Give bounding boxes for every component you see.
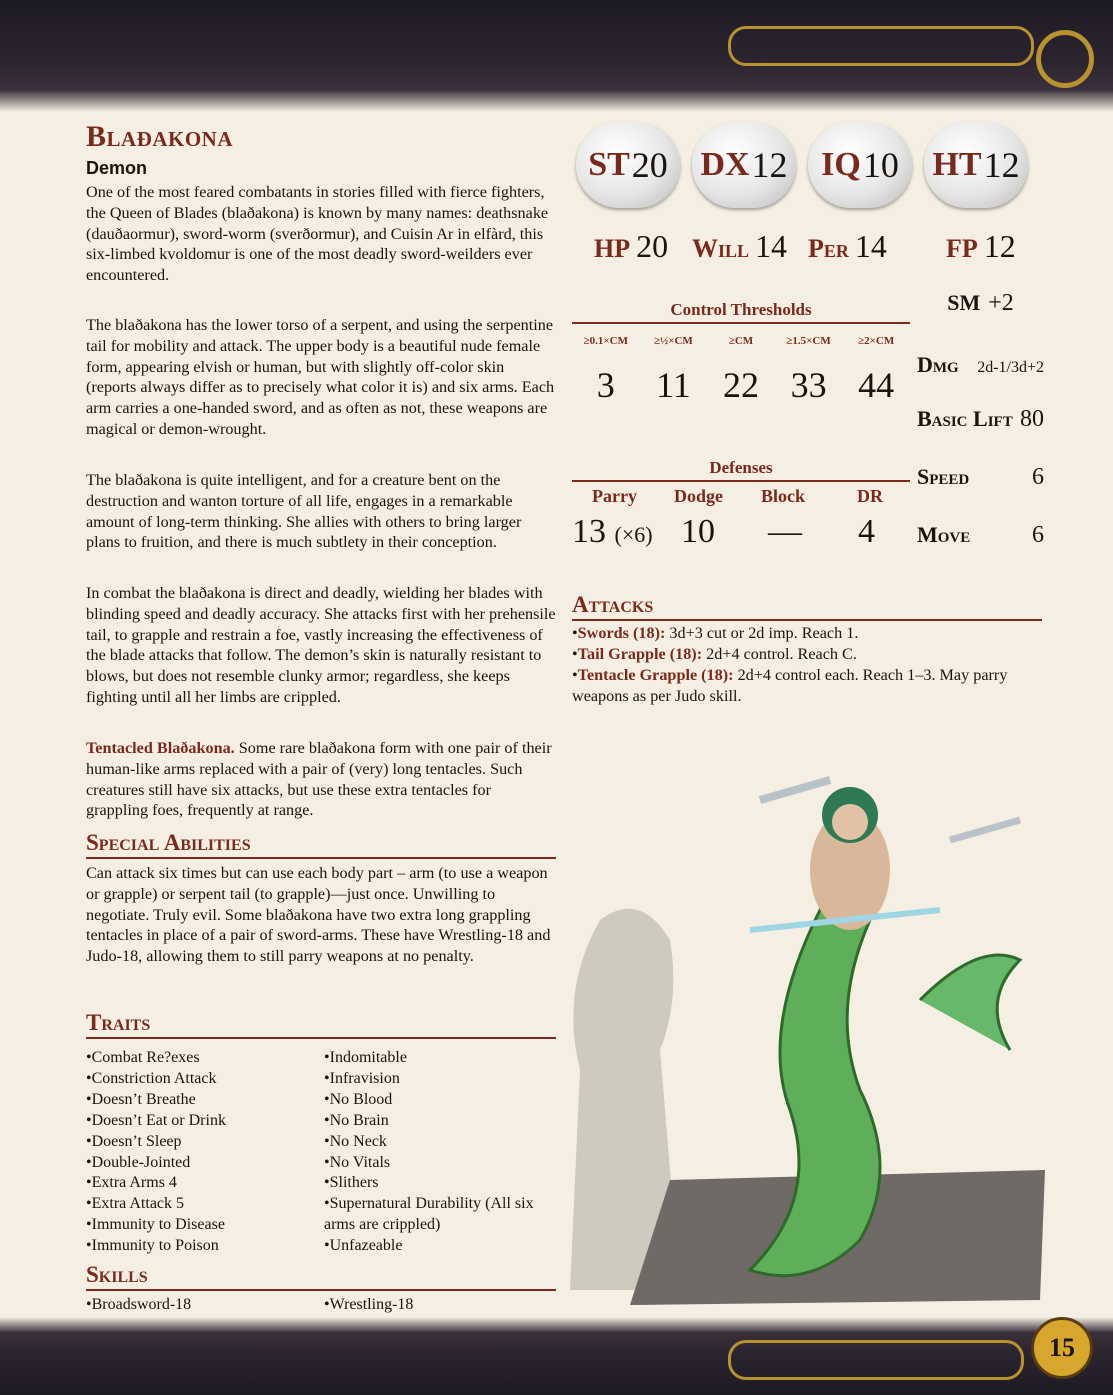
ring-ornament-top [1036,30,1094,88]
skills-heading: Skills [86,1262,556,1291]
block-value: — [768,513,802,550]
attack-item: •Swords (18): 3d+3 cut or 2d imp. Reach 1. [572,624,859,642]
traits-heading: Traits [86,1010,556,1039]
face [832,804,868,840]
trait-item: • Immunity to Poison [86,1236,324,1257]
tentacle [920,955,1020,1050]
skill-item: • Broadsword-18 [86,1295,324,1316]
stat-move: Move 6 [917,522,1044,548]
attacks-heading: Attacks [572,592,1042,621]
creature-name: Blaðakona [86,120,234,153]
attack-item: •Tentacle Grapple (18): 2d+4 control each. Reach 1–3. May parry weapons as per Judo skill. [572,666,1008,705]
special-abilities-text: Can attack six times but can use each body part – arm (to use a weapon or grapple) or serpent tail (to grapple)—just once. Unwilling to negotiate. Truly evil. Some blaðakona have two extra long grappling tentacles in place of a pair of sword-arms. These have Wrestling-18 and Judo-18, allowing them to still parry weapons at no penalty. [86,864,551,966]
dr-label: DR [857,486,883,506]
attribute-iq: IQ 10 [808,122,912,208]
trait-item: • Infravision [324,1069,556,1090]
trait-item: • No Vitals [324,1153,556,1174]
stat-hp: HP 20 [594,228,669,264]
description-paragraph-2: The blaðakona has the lower torso of a serpent, and using the serpentine tail for mobility and attack. The upper body is a beautiful nude female form, appearing elvish or human, but with slightly off-color skin (reports always differ as to precisely what color it is) and six arms. Each arm carries a one-handed sword, and as often as not, these weapons are magical or demon-wrought. [86,316,555,438]
variant-label: Tentacled Blaðakona. [86,739,235,757]
trait-item: • Doesn’t Breathe [86,1090,324,1111]
description-paragraph-4: In combat the blaðakona is direct and deadly, wielding her blades with blinding speed and deadly accuracy. She attacks first with her prehensile tail, to grapple and restrain a foe, vastly increasing the effectiveness of the blade attacks that follow. The demon’s skin is naturally resistant to blows, but does not resemble clunky armor; regardless, she keeps fighting until all her limbs are crippled. [86,584,556,706]
sword-3 [950,820,1020,840]
control-thresholds-headers: ≥0.1×CM ≥½×CM ≥CM ≥1.5×CM ≥2×CM [583,335,895,347]
skills-list [86,1295,556,1316]
variant-paragraph [86,738,556,821]
defenses-title: Defenses [572,458,910,482]
stat-sm: SM +2 [947,290,1014,316]
traits-list [86,1048,556,1257]
dr-value: 4 [858,513,875,550]
attribute-dx: DX 12 [692,122,796,208]
trait-item: • Combat Re?exes [86,1048,324,1069]
block-label: Block [761,486,806,506]
stat-speed: Speed 6 [917,464,1044,490]
stat-fp: FP 12 [946,228,1016,264]
variant-text: Some rare blaðakona form with one pair of their human-like arms replaced with a pair of (very) long tentacles. Such creatures still have six attacks, but use these extra tentacles for grappling foes, frequently at range. [86,739,552,820]
trait-item: • Constriction Attack [86,1069,324,1090]
description-paragraph-1: One of the most feared combatants in stories filled with fierce fighters, the Queen of Blades (blaðakona) is known by many names: deathsnake (dauðaormur), sword-worm (sverðormur), and Cuisin Ar in elfàrd, this six-limbed kvoldomur is one of the most deadly sword-weilders ever encountered. [86,183,549,285]
dodge-value: 10 [681,513,715,550]
trait-item: • Unfazeable [324,1236,556,1257]
description-paragraph-3: The blaðakona is quite intelligent, and for a creature bent on the destruction and wanton torture of all life, engages in a remarkable amount of long-term thinking. She allies with others to bring larger plans to fruition, and there is much subtlety in their conception. [86,471,522,552]
skill-item: • Wrestling-18 [324,1295,556,1316]
creature-type: Demon [86,158,148,178]
control-thresholds-title: Control Thresholds [572,300,910,324]
attack-item: •Tail Grapple (18): 2d+4 control. Reach C. [572,645,857,663]
dodge-label: Dodge [674,486,723,506]
trait-item: • Double-Jointed [86,1153,324,1174]
attribute-ht: HT 12 [924,122,1028,208]
creature-illustration [520,760,1060,1320]
celtic-knot-bottom [728,1340,1024,1380]
trait-item: • Extra Attack 5 [86,1194,324,1215]
stat-will: Will 14 [692,228,788,264]
trait-item: • No Blood [324,1090,556,1111]
parry-label: Parry [592,486,637,506]
trait-item: • Indomitable [324,1048,556,1069]
trait-item: • Slithers [324,1173,556,1194]
traits-column-1 [86,1048,324,1257]
parry-value: 13 (×6) [572,513,653,550]
special-abilities-heading: Special Abilities [86,830,556,859]
trait-item: • No Brain [324,1111,556,1132]
trait-item: • Supernatural Durability (All six arms are crippled) [324,1194,556,1236]
celtic-knot-top [728,26,1034,66]
trait-item: • Doesn’t Sleep [86,1132,324,1153]
stat-dmg: Dmg 2d-1/3d+2 [917,352,1044,377]
attribute-st: ST 20 [576,122,680,208]
trait-item: • Extra Arms 4 [86,1173,324,1194]
trait-item: • Doesn’t Eat or Drink [86,1111,324,1132]
control-thresholds-values: 3 11 22 33 44 [596,365,895,405]
trait-item: • Immunity to Disease [86,1215,324,1236]
page-number: 15 [1031,1317,1093,1379]
stat-per: Per 14 [808,228,887,264]
sword-1 [760,780,830,800]
trait-item: • No Neck [324,1132,556,1153]
stat-basic-lift: Basic Lift 80 [917,406,1044,432]
